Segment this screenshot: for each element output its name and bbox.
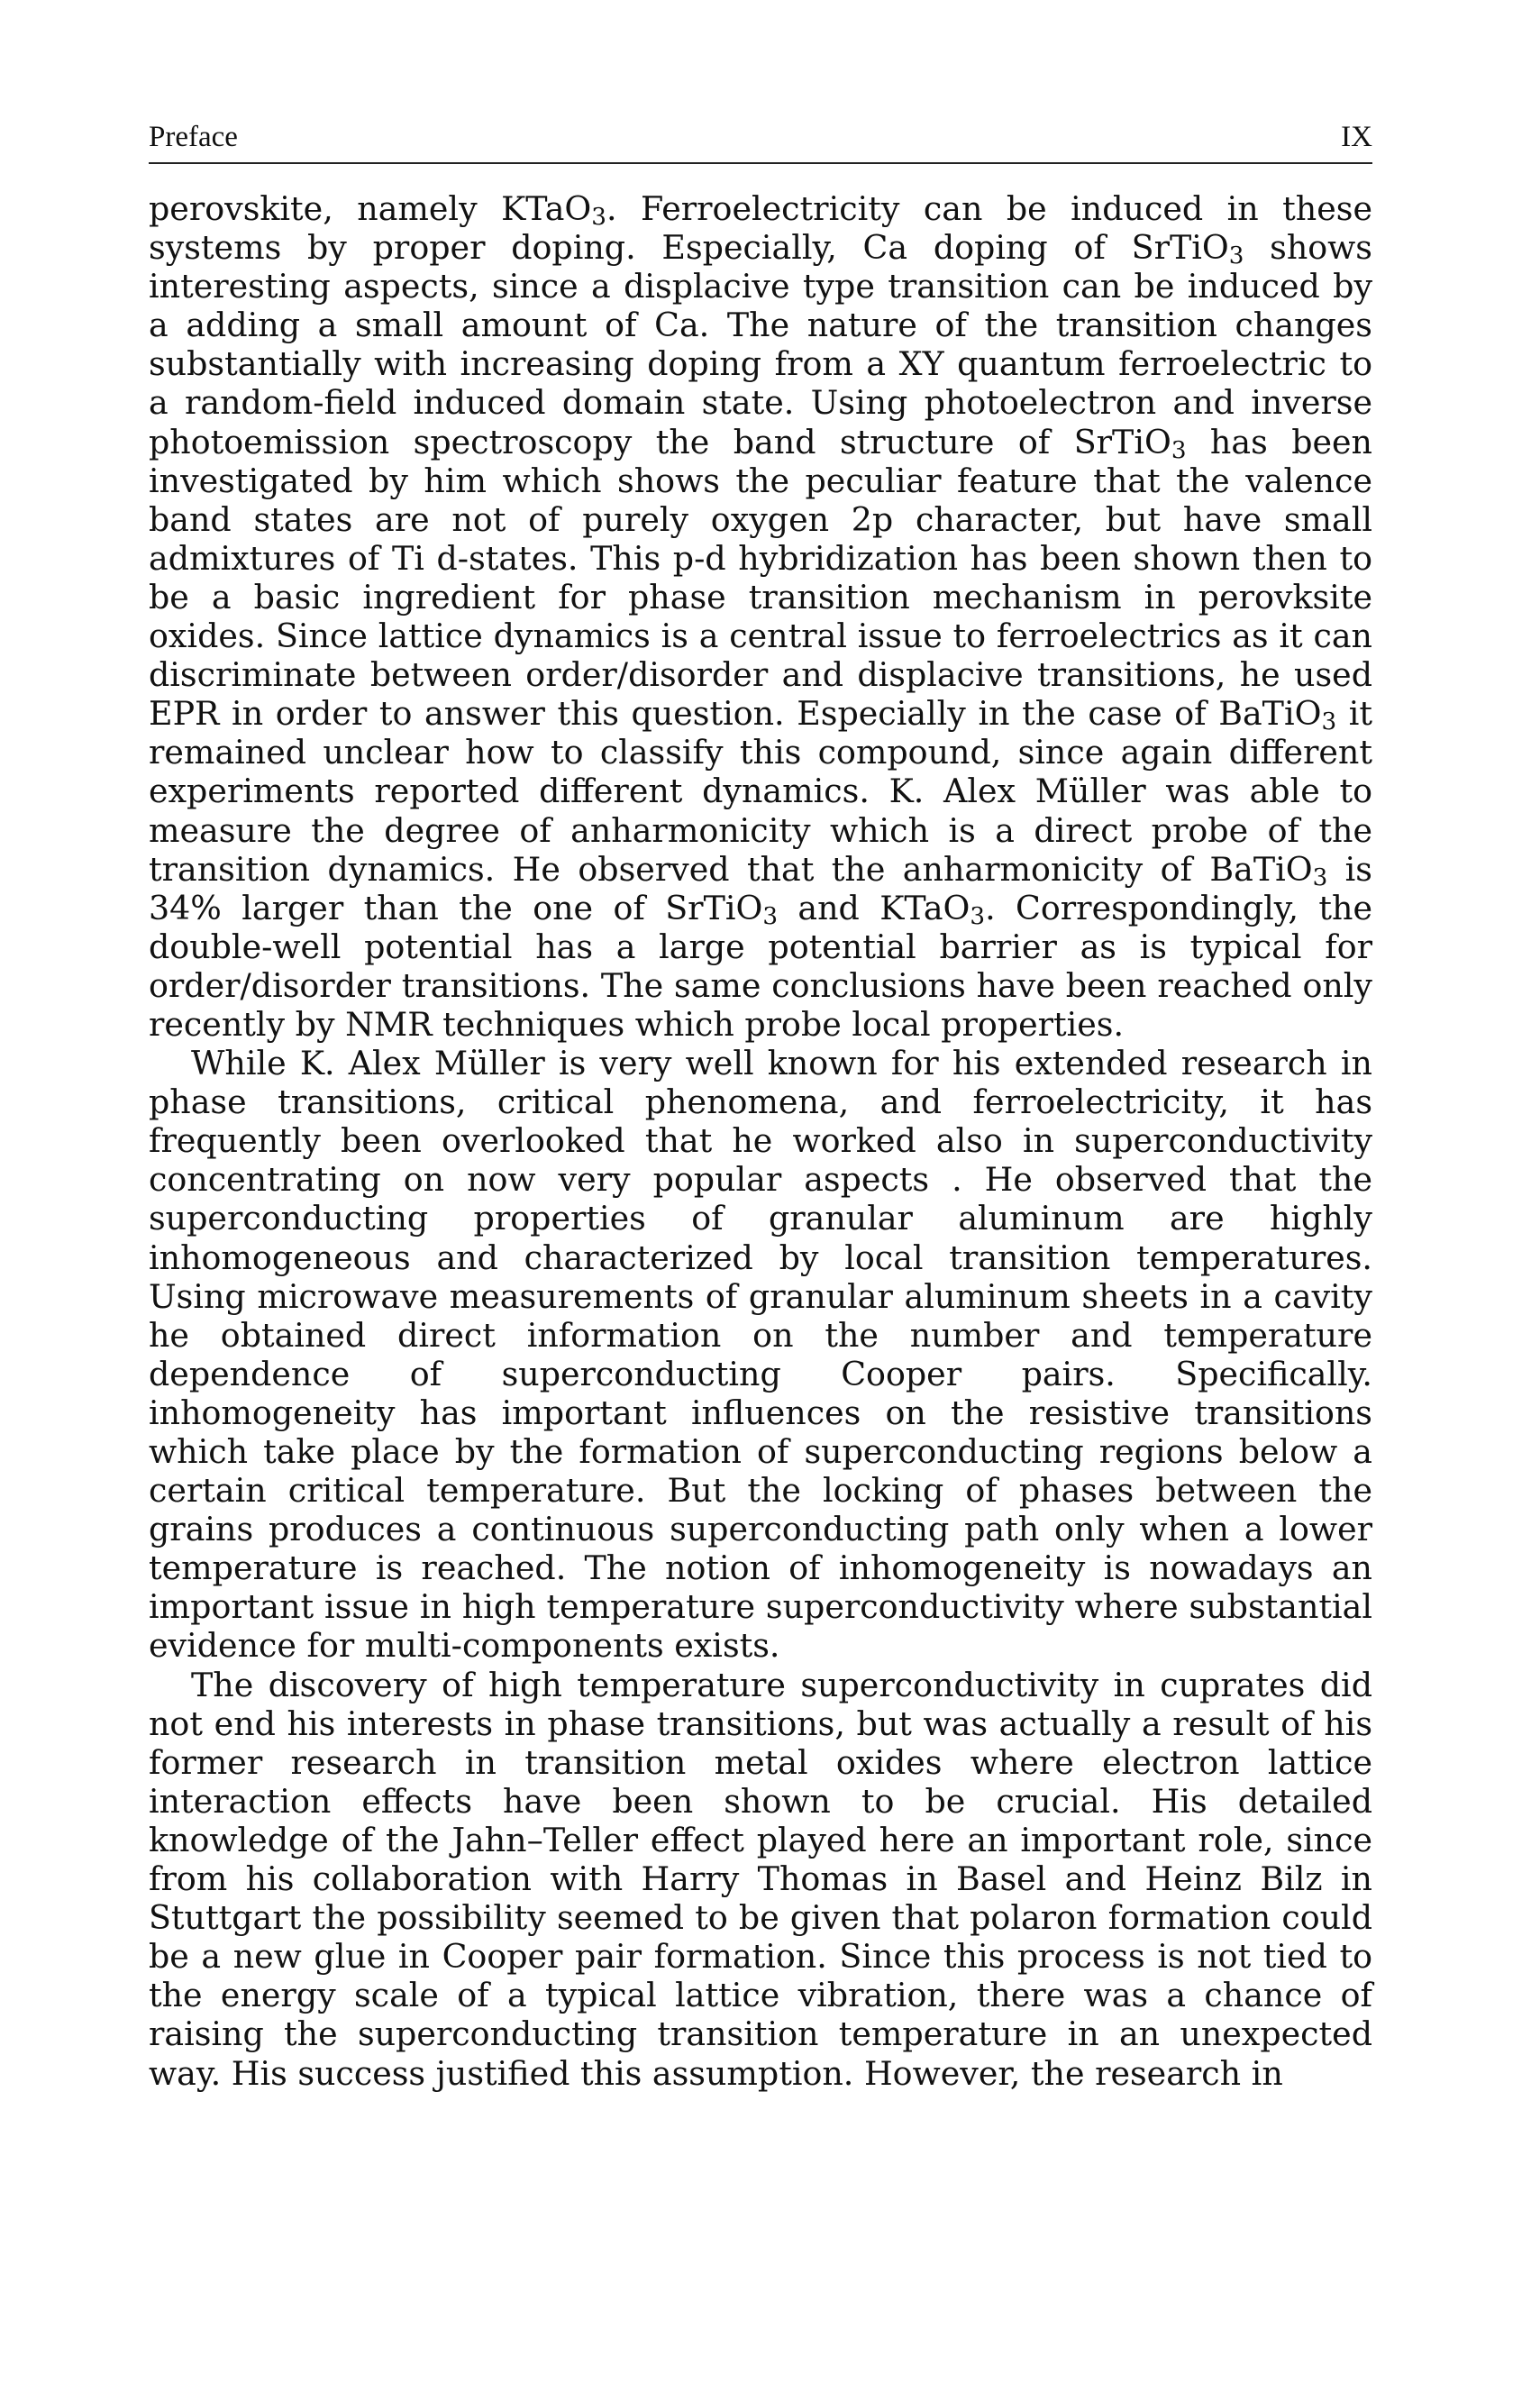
- section-title: Preface: [149, 121, 238, 153]
- page-number: IX: [1341, 121, 1372, 153]
- body-text: [149, 189, 1372, 2093]
- running-header: [149, 119, 1372, 164]
- paragraph: While K. Alex Müller is very well known for his extended research in phase transitions, critical phenomena, and ferroelectricity, it has frequently been overlooked that he worked also in superconductivity concentrating on now very popular aspects . He observed that the superconducting properties of granular aluminum are highly inhomogeneous and characterized by local transition temperatures. Using microwave measurements of granular aluminum sheets in a cavity he obtained direct information on the number and temperature dependence of superconducting Cooper pairs. Specifically. inhomogeneity has important influences on the resistive transitions which take place by the formation of superconducting regions below a certain critical temperature. But the locking of phases between the grains produces a continuous superconducting path only when a lower temperature is reached. The notion of inhomogeneity is nowadays an important issue in high temperature superconductivity where substantial evidence for multi-components exists.: [149, 1044, 1372, 1666]
- paragraph: perovskite, namely KTaO$_3$. Ferroelectricity can be induced in these systems by proper doping. Especially, Ca doping of SrTiO$_3$ shows interesting aspects, since a displacive type transition can be induced by a adding a small amount of Ca. The nature of the transition changes substantially with increasing doping from a XY quantum ferroelectric to a random-field induced domain state. Using photoelectron and inverse photoemission spectroscopy the band structure of SrTiO$_3$ has been investigated by him which shows the peculiar feature that the valence band states are not of purely oxygen 2p character, but have small admixtures of Ti d-states. This p-d hybridization has been shown then to be a basic ingredient for phase transition mechanism in perovksite oxides. Since lattice dynamics is a central issue to ferroelectrics as it can discriminate between order/disorder and displacive transitions, he used EPR in order to answer this question. Especially in the case of BaTiO$_3$ it remained unclear how to classify this compound, since again different experiments reported different dynamics. K. Alex Müller was able to measure the degree of anharmonicity which is a direct probe of the transition dynamics. He observed that the anharmonicity of BaTiO$_3$ is 34% larger than the one of SrTiO$_3$ and KTaO$_3$. Correspondingly, the double-well potential has a large potential barrier as is typical for order/disorder transitions. The same conclusions have been reached only recently by NMR techniques which probe local properties.: [149, 189, 1373, 1044]
- paragraph: The discovery of high temperature superconductivity in cuprates did not end his interests in phase transitions, but was actually a result of his former research in transition metal oxides where electron lattice interaction effects have been shown to be crucial. His detailed knowledge of the Jahn–Teller effect played here an important role, since from his collaboration with Harry Thomas in Basel and Heinz Bilz in Stuttgart the possibility seemed to be given that polaron formation could be a new glue in Cooper pair formation. Since this process is not tied to the energy scale of a typical lattice vibration, there was a chance of raising the superconducting transition temperature in an unexpected way. His success justified this assumption. However, the research in: [149, 1665, 1372, 2093]
